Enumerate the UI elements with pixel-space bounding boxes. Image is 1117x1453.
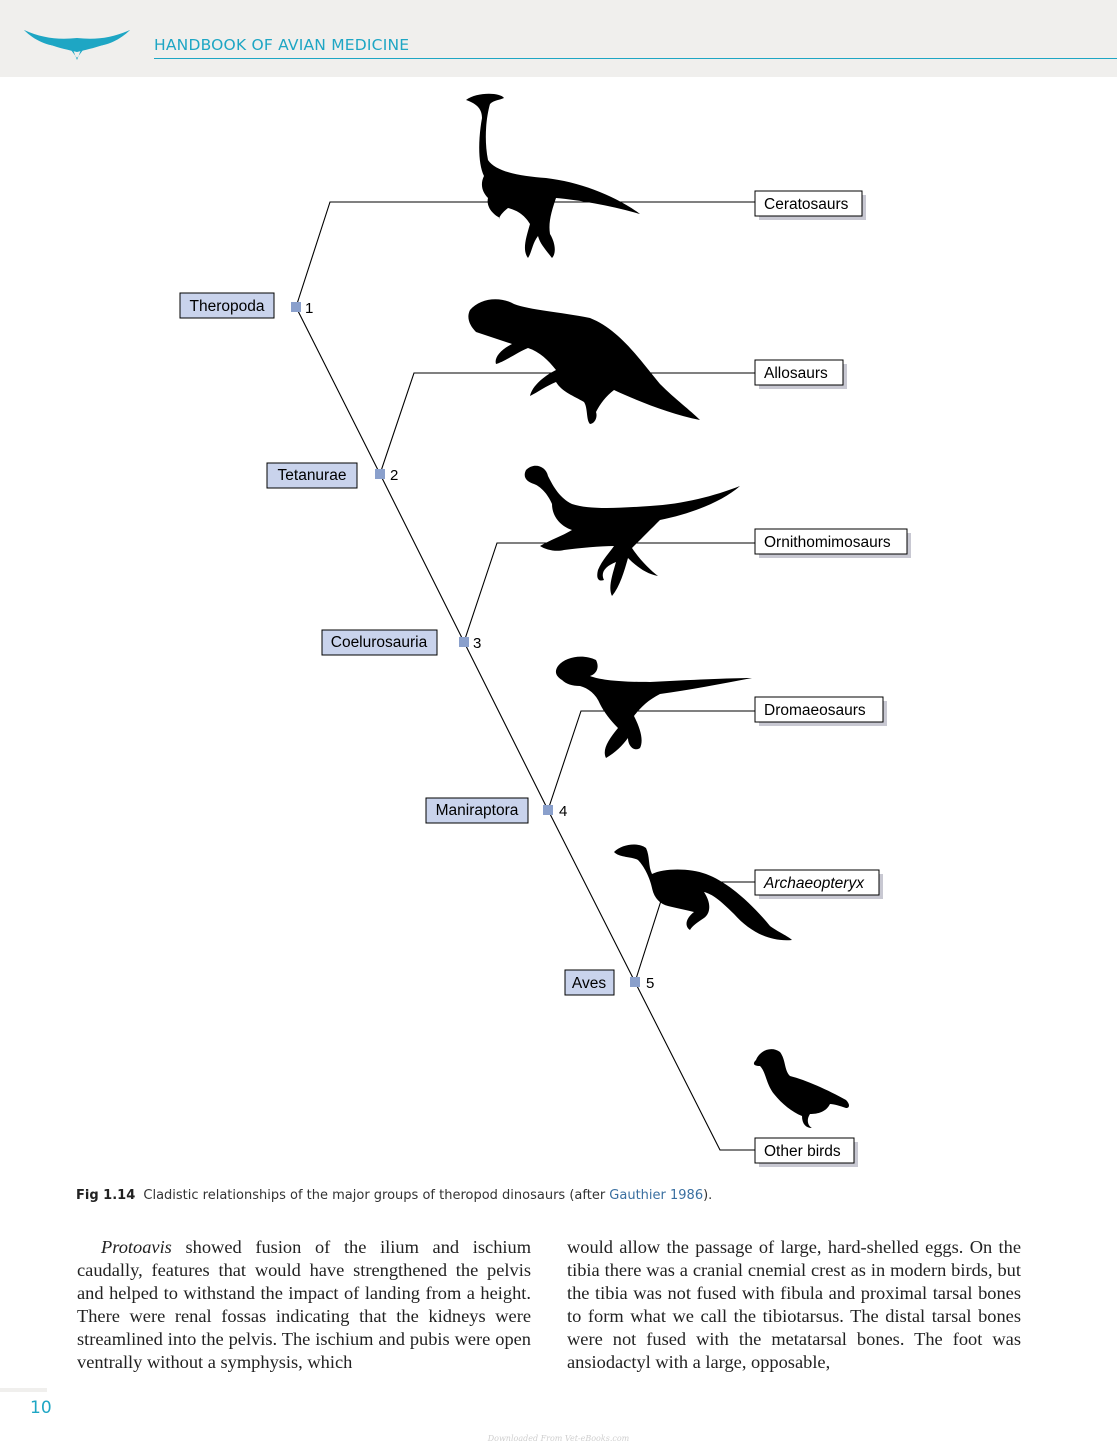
node-label-text: Tetanurae <box>277 467 347 484</box>
taxon-label-ceratosaurs <box>755 191 866 220</box>
node-number: 1 <box>305 300 314 317</box>
silhouettes <box>466 94 849 1128</box>
taxon-label-other-birds <box>755 1138 858 1167</box>
body-column-left <box>77 1236 531 1374</box>
dromaeosaur-silhouette-icon <box>556 657 752 758</box>
download-watermark: Downloaded From Vet-eBooks.com <box>487 1434 630 1443</box>
taxon-label-text: Allosaurs <box>764 365 828 382</box>
node-label-tetanurae <box>267 463 357 488</box>
taxon-label-text: Ceratosaurs <box>764 196 849 213</box>
spine-branch <box>296 307 756 1150</box>
body-column-right <box>567 1236 1021 1374</box>
caption-text: Cladistic relationships of the major groups of theropod dinosaurs (after <box>143 1188 610 1203</box>
paragraph <box>77 1236 531 1374</box>
node-label-aves <box>565 970 614 995</box>
node-label-text: Coelurosauria <box>330 634 428 651</box>
page-number-bar <box>0 1388 47 1392</box>
node-number: 4 <box>559 803 568 820</box>
node-number: 2 <box>390 467 399 484</box>
taxon-label-allosaurs <box>755 360 847 389</box>
node-number: 3 <box>473 635 482 652</box>
ceratosaur-silhouette-icon <box>466 94 640 258</box>
taxon-label-text: Dromaeosaurs <box>764 702 866 719</box>
node-label-maniraptora <box>426 798 528 823</box>
node-marker-2 <box>375 469 385 479</box>
taxon-label-text: Archaeopteryx <box>764 875 864 892</box>
node-label-theropoda <box>180 293 274 318</box>
branch-dromaeosaurs <box>548 711 756 810</box>
paragraph-text: would allow the passage of large, hard-shelled eggs. On the tibia there was a cranial cnemial crest as in modern birds, but the tibia was not fused with fibula and proximal tarsal bones to form what we call the tibiotarsus. The distal tarsal bones were not fused with the metatarsal bones. The foot was ansiodactyl with a large, opposable, <box>567 1237 1021 1372</box>
node-marker-1 <box>291 302 301 312</box>
taxon-labels <box>755 191 911 1167</box>
paragraph-text: showed fusion of the ilium and ischium caudally, features that would have strengthened the pelvis and helped to withstand the impact of landing from a height. There were renal fossas indicating that the kidneys were streamlined into the pelvis. The ischium and pubis were open ventrally without a symphysis, which <box>77 1237 531 1372</box>
taxon-label-dromaeosaurs <box>755 697 887 726</box>
taxon-label-text: Ornithomimosaurs <box>764 534 891 551</box>
book-title: HANDBOOK OF AVIAN MEDICINE <box>154 36 410 54</box>
node-label-coelurosauria <box>322 630 437 655</box>
taxon-label-archaeopteryx <box>755 870 883 899</box>
node-labels <box>180 293 614 995</box>
figure-caption <box>76 1188 1056 1203</box>
node-number: 5 <box>646 975 655 992</box>
figure-number: Fig 1.14 <box>76 1188 136 1203</box>
taxon-label-ornithomimosaurs <box>755 529 911 558</box>
caption-end: ). <box>703 1188 713 1203</box>
node-marker-5 <box>630 977 640 987</box>
bird-silhouette-icon <box>754 1049 849 1128</box>
paragraph <box>567 1236 1021 1374</box>
ornithomimosaur-silhouette-icon <box>525 466 740 596</box>
taxon-label-text: Other birds <box>764 1143 841 1160</box>
genus-name: Protoavis <box>101 1237 172 1257</box>
node-marker-4 <box>543 805 553 815</box>
citation-link[interactable]: Gauthier 1986 <box>609 1188 704 1203</box>
node-marker-3 <box>459 637 469 647</box>
allosaur-silhouette-icon <box>468 299 700 424</box>
node-label-text: Maniraptora <box>435 802 519 819</box>
page-number: 10 <box>30 1398 52 1418</box>
node-label-text: Aves <box>571 975 607 992</box>
node-label-text: Theropoda <box>189 298 265 315</box>
